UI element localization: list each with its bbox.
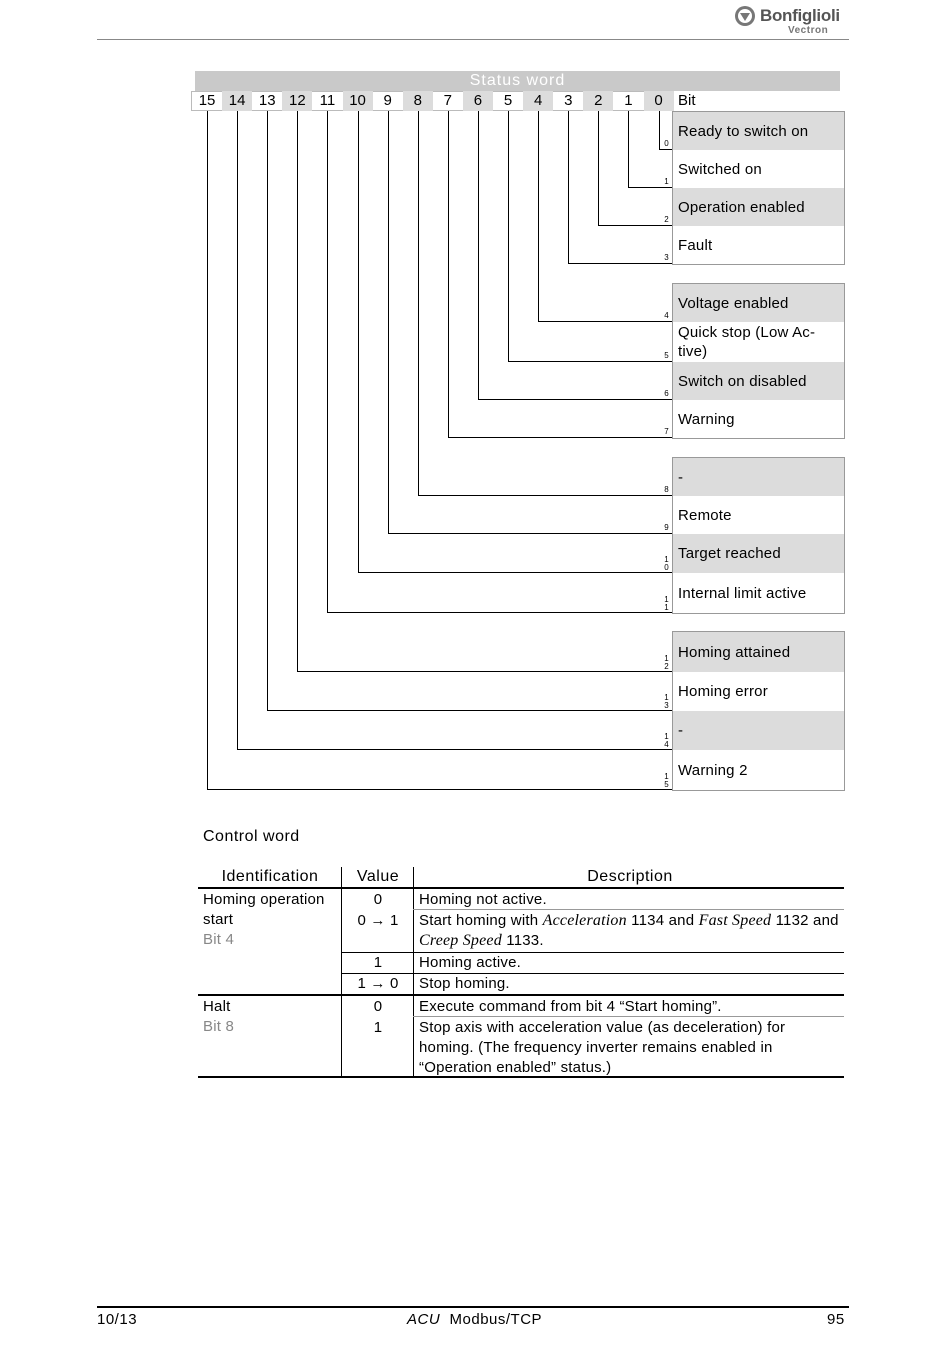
status-bit-10: Target reached — [673, 534, 844, 573]
bit-connector-horizontal — [358, 572, 672, 573]
value-cell: 1 — [373, 954, 383, 971]
bit-header-15: 15 — [198, 92, 216, 109]
bit-header-7: 7 — [443, 92, 453, 109]
bit-connector-horizontal — [568, 263, 672, 264]
status-bit-3: Fault — [678, 236, 713, 254]
bit-connector-vertical — [628, 111, 629, 187]
status-bit-12: Homing attained — [673, 632, 844, 672]
bit-header-14: 14 — [222, 91, 252, 111]
ident-halt: Halt — [203, 998, 231, 1015]
status-bit-5: Quick stop (Low Ac-tive) — [678, 324, 816, 360]
status-bit-13: Homing error — [678, 683, 768, 700]
bit-connector-vertical — [388, 111, 389, 533]
status-bit-0: Ready to switch on — [673, 112, 844, 150]
footer-rule — [97, 1306, 849, 1308]
bit-header-9: 9 — [383, 92, 392, 109]
bit-connector-vertical — [327, 111, 328, 612]
col-header-identification: Identification — [221, 868, 319, 885]
table-header-rule — [198, 887, 844, 889]
description-cell: Stop homing. — [419, 975, 510, 992]
bit-column-label: Bit — [678, 92, 696, 109]
bit-number-5: 5 — [664, 351, 669, 360]
status-bit-9: Remote — [678, 506, 732, 524]
bit-header-12: 12 — [282, 91, 312, 111]
bit-connector-vertical — [598, 111, 599, 225]
table-group-rule — [198, 994, 844, 996]
value-cell: 0 — [373, 891, 383, 908]
header-rule — [97, 39, 849, 40]
bit-connector-vertical — [448, 111, 449, 437]
bit-number-15: 15 — [664, 772, 669, 789]
bit-connector-vertical — [297, 111, 298, 671]
status-bit-1: Switched on — [678, 160, 762, 178]
bit-connector-vertical — [508, 111, 509, 361]
brand-logo — [734, 4, 850, 38]
ident-bit: Bit 4 — [203, 931, 235, 948]
bit-number-13: 13 — [664, 693, 669, 710]
bit-number-1: 1 — [664, 177, 669, 186]
bit-connector-vertical — [267, 111, 268, 710]
brand-name: Bonfiglioli — [760, 6, 840, 25]
bit-number-6: 6 — [664, 389, 669, 398]
bit-connector-horizontal — [508, 361, 672, 362]
status-bit-6: Switch on disabled — [673, 362, 844, 400]
bit-number-12: 12 — [664, 654, 669, 671]
status-bit-15: Warning 2 — [678, 761, 748, 779]
bit-header-1: 1 — [624, 92, 633, 109]
description-cell: Stop axis with acceleration value (as deceleration) for homing. (The frequency inverter remains enabled in “Operation enabled” status.) — [419, 1019, 786, 1076]
col-header-description: Description — [587, 868, 673, 885]
brand-subname: Vectron — [788, 25, 829, 36]
status-word-title: Status word — [195, 71, 840, 91]
bit-header-4: 4 — [523, 91, 553, 111]
value-cell: 0 — [373, 998, 383, 1015]
ident-bit: Bit 8 — [203, 1018, 235, 1035]
bit-header-10: 10 — [343, 91, 373, 111]
status-bit-8: - — [673, 458, 844, 496]
value-cell: 0 → 1 — [357, 912, 399, 929]
description-cell: Start homing with Acceleration 1134 and Fast Speed 1132 and Creep Speed 1133. — [419, 912, 839, 949]
table-row — [203, 997, 338, 1037]
bit-connector-vertical — [358, 111, 359, 572]
value-cell: 1 — [373, 1019, 383, 1036]
bit-number-10: 10 — [664, 555, 669, 572]
bit-connector-horizontal — [388, 533, 672, 534]
bit-number-2: 2 — [664, 215, 669, 224]
bit-header-8: 8 — [403, 91, 433, 111]
bit-header-5: 5 — [503, 92, 513, 109]
bit-header-6: 6 — [463, 91, 493, 111]
bit-header-13: 13 — [258, 92, 276, 109]
bit-connector-horizontal — [418, 495, 672, 496]
status-bit-14: - — [673, 711, 844, 750]
bit-connector-horizontal — [237, 749, 672, 750]
footer-product: ACU Modbus/TCP — [407, 1311, 543, 1328]
bit-number-11: 11 — [664, 595, 669, 612]
bit-number-9: 9 — [664, 523, 669, 532]
bit-connector-horizontal — [267, 710, 672, 711]
bit-header-0: 0 — [644, 91, 674, 111]
status-bit-7: Warning — [678, 410, 735, 428]
bit-header-2: 2 — [583, 91, 613, 111]
bit-number-14: 14 — [664, 732, 669, 749]
table-row — [203, 890, 338, 950]
description-cell: Execute command from bit 4 “Start homing”. — [419, 998, 722, 1015]
bit-number-0: 0 — [664, 139, 669, 148]
col-header-value: Value — [356, 868, 400, 885]
bit-connector-horizontal — [297, 671, 672, 672]
bit-header-11: 11 — [319, 92, 336, 109]
bit-number-4: 4 — [664, 311, 669, 320]
bit-connector-vertical — [478, 111, 479, 399]
description-cell: Homing not active. — [419, 891, 547, 908]
control-word-title: Control word — [203, 828, 300, 845]
bit-connector-horizontal — [538, 321, 672, 322]
bit-connector-horizontal — [478, 399, 672, 400]
bit-connector-vertical — [237, 111, 238, 749]
bit-connector-vertical — [418, 111, 419, 495]
status-bit-4: Voltage enabled — [673, 284, 844, 322]
bit-connector-vertical — [568, 111, 569, 263]
bit-connector-horizontal — [598, 225, 672, 226]
bit-connector-vertical — [538, 111, 539, 321]
bit-number-3: 3 — [664, 253, 669, 262]
status-bit-2: Operation enabled — [673, 188, 844, 226]
bit-number-8: 8 — [664, 485, 669, 494]
bit-connector-horizontal — [628, 187, 672, 188]
bit-connector-horizontal — [659, 149, 672, 150]
bit-connector-vertical — [659, 111, 660, 149]
status-bit-11: Internal limit active — [678, 584, 807, 602]
bit-connector-horizontal — [327, 612, 672, 613]
bit-number-7: 7 — [664, 427, 669, 436]
logo-emblem-icon — [734, 5, 756, 27]
bit-connector-horizontal — [207, 789, 672, 790]
ident-homing-start: Homing operation start — [203, 891, 325, 928]
footer-date: 10/13 — [97, 1311, 138, 1328]
bit-header-3: 3 — [564, 92, 573, 109]
value-cell: 1 → 0 — [357, 975, 399, 992]
footer-page-number: 95 — [827, 1311, 845, 1328]
description-cell: Homing active. — [419, 954, 522, 971]
bit-connector-horizontal — [448, 437, 672, 438]
bit-connector-vertical — [207, 111, 208, 789]
